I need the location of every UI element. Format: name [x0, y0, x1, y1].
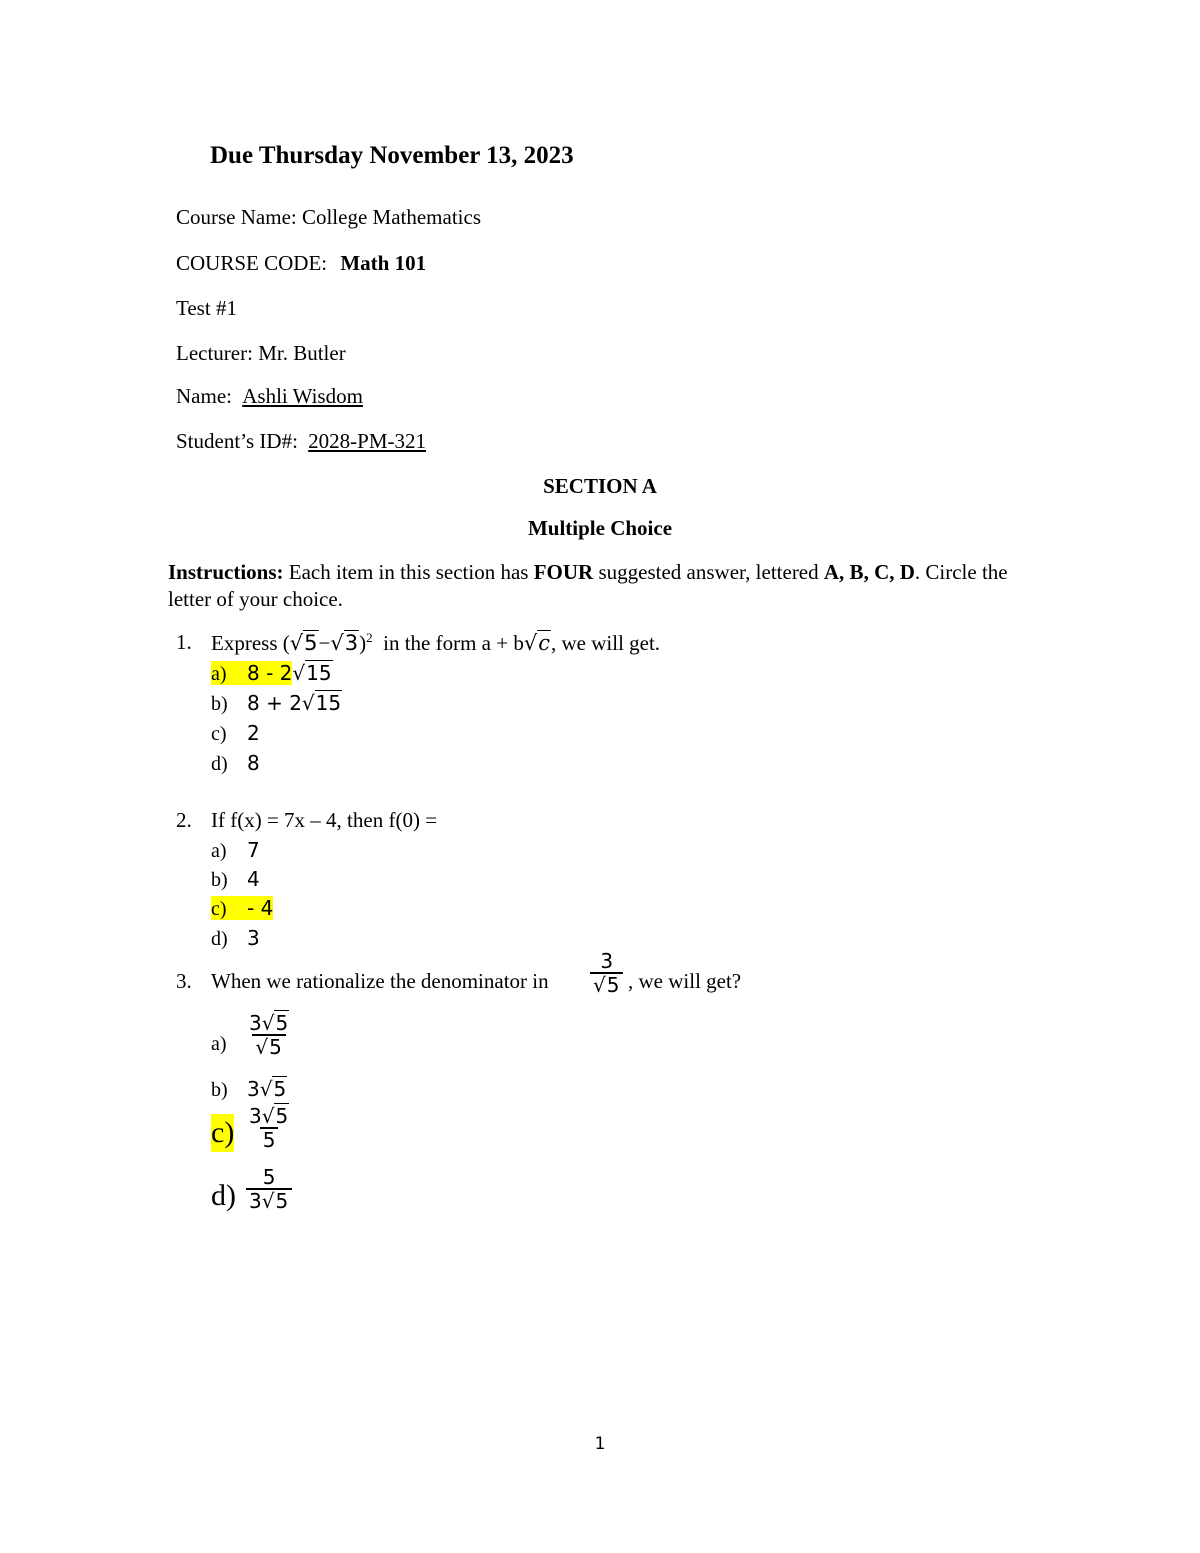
q2-option-c: c) - 4: [211, 896, 274, 920]
exponent: 2: [366, 630, 373, 645]
sqrt-symbol: √3: [330, 631, 359, 655]
q1-option-b: b) 8 + 2√15: [211, 691, 342, 715]
q3-option-c-letter: c): [211, 1114, 234, 1152]
q3-option-d-fraction: $\frac{5}{3√5}$: [246, 1166, 292, 1213]
question-number: 1.: [176, 630, 192, 654]
q3-option-c-fraction: $\frac{3√5}{5}$: [249, 1104, 289, 1152]
q1-option-d: d) 8: [211, 751, 260, 775]
id-value: 2028-PM-321: [308, 429, 427, 453]
page-number: 1: [594, 1434, 606, 1454]
due-date-title: Due Thursday November 13, 2023: [210, 142, 574, 169]
q3-option-a-letter: a): [211, 1033, 227, 1055]
question-1-text: [211, 630, 660, 656]
q1-text: Express (: [211, 631, 290, 655]
q3-text-end: , we will get?: [628, 969, 742, 993]
instructions-text: suggested answer, lettered: [593, 560, 824, 584]
q1-text: in the form a + b: [372, 631, 524, 655]
q3-option-b: b) 3√5: [211, 1077, 287, 1101]
q2-option-b: b) 4: [211, 867, 260, 891]
q3-fraction: $\frac{3}{√5}$: [590, 950, 623, 997]
question-3-text: When we rationalize the denominator in: [211, 969, 549, 993]
name-value: Ashli Wisdom: [242, 384, 363, 408]
q3-option-d-letter: d): [211, 1179, 236, 1212]
sqrt-symbol: √c: [523, 631, 550, 655]
q3-option-a-fraction: $\frac{3√5}{√5}$: [249, 1011, 289, 1059]
course-code-label: COURSE CODE:: [176, 251, 328, 275]
instructions: [168, 559, 1048, 613]
student-name: [176, 384, 363, 409]
section-title: SECTION A: [543, 474, 657, 498]
q1-option-a: a) 8 - 2√15: [211, 661, 332, 685]
id-label: Student’s ID#:: [176, 429, 298, 453]
sqrt-symbol: √5: [289, 631, 318, 655]
course-name: Course Name: College Mathematics: [176, 205, 482, 229]
student-id: [176, 429, 426, 454]
course-code: [176, 251, 426, 276]
instructions-four: FOUR: [533, 560, 594, 584]
q2-option-d: d) 3: [211, 926, 260, 950]
q1-text: , we will get.: [551, 631, 661, 655]
name-label: Name:: [176, 384, 232, 408]
instructions-text: Each item in this section has: [283, 560, 534, 584]
instructions-text: . Circle the letter of your choice.: [168, 560, 1008, 611]
test-number: Test #1: [176, 296, 237, 320]
q1-text: ): [359, 631, 367, 655]
q1-option-c: c) 2: [211, 721, 260, 745]
question-number: 3.: [176, 969, 192, 993]
q2-option-a: a) 7: [211, 838, 260, 862]
instructions-label: Instructions:: [168, 560, 284, 584]
lecturer: Lecturer: Mr. Butler: [176, 341, 346, 365]
instructions-letters: A, B, C, D: [823, 560, 915, 584]
question-2-text: If f(x) = 7x – 4, then f(0) =: [211, 808, 438, 832]
minus-sign: −: [318, 631, 331, 655]
section-subtitle: Multiple Choice: [527, 516, 673, 540]
question-number: 2.: [176, 808, 192, 832]
course-code-value: Math 101: [340, 251, 427, 275]
